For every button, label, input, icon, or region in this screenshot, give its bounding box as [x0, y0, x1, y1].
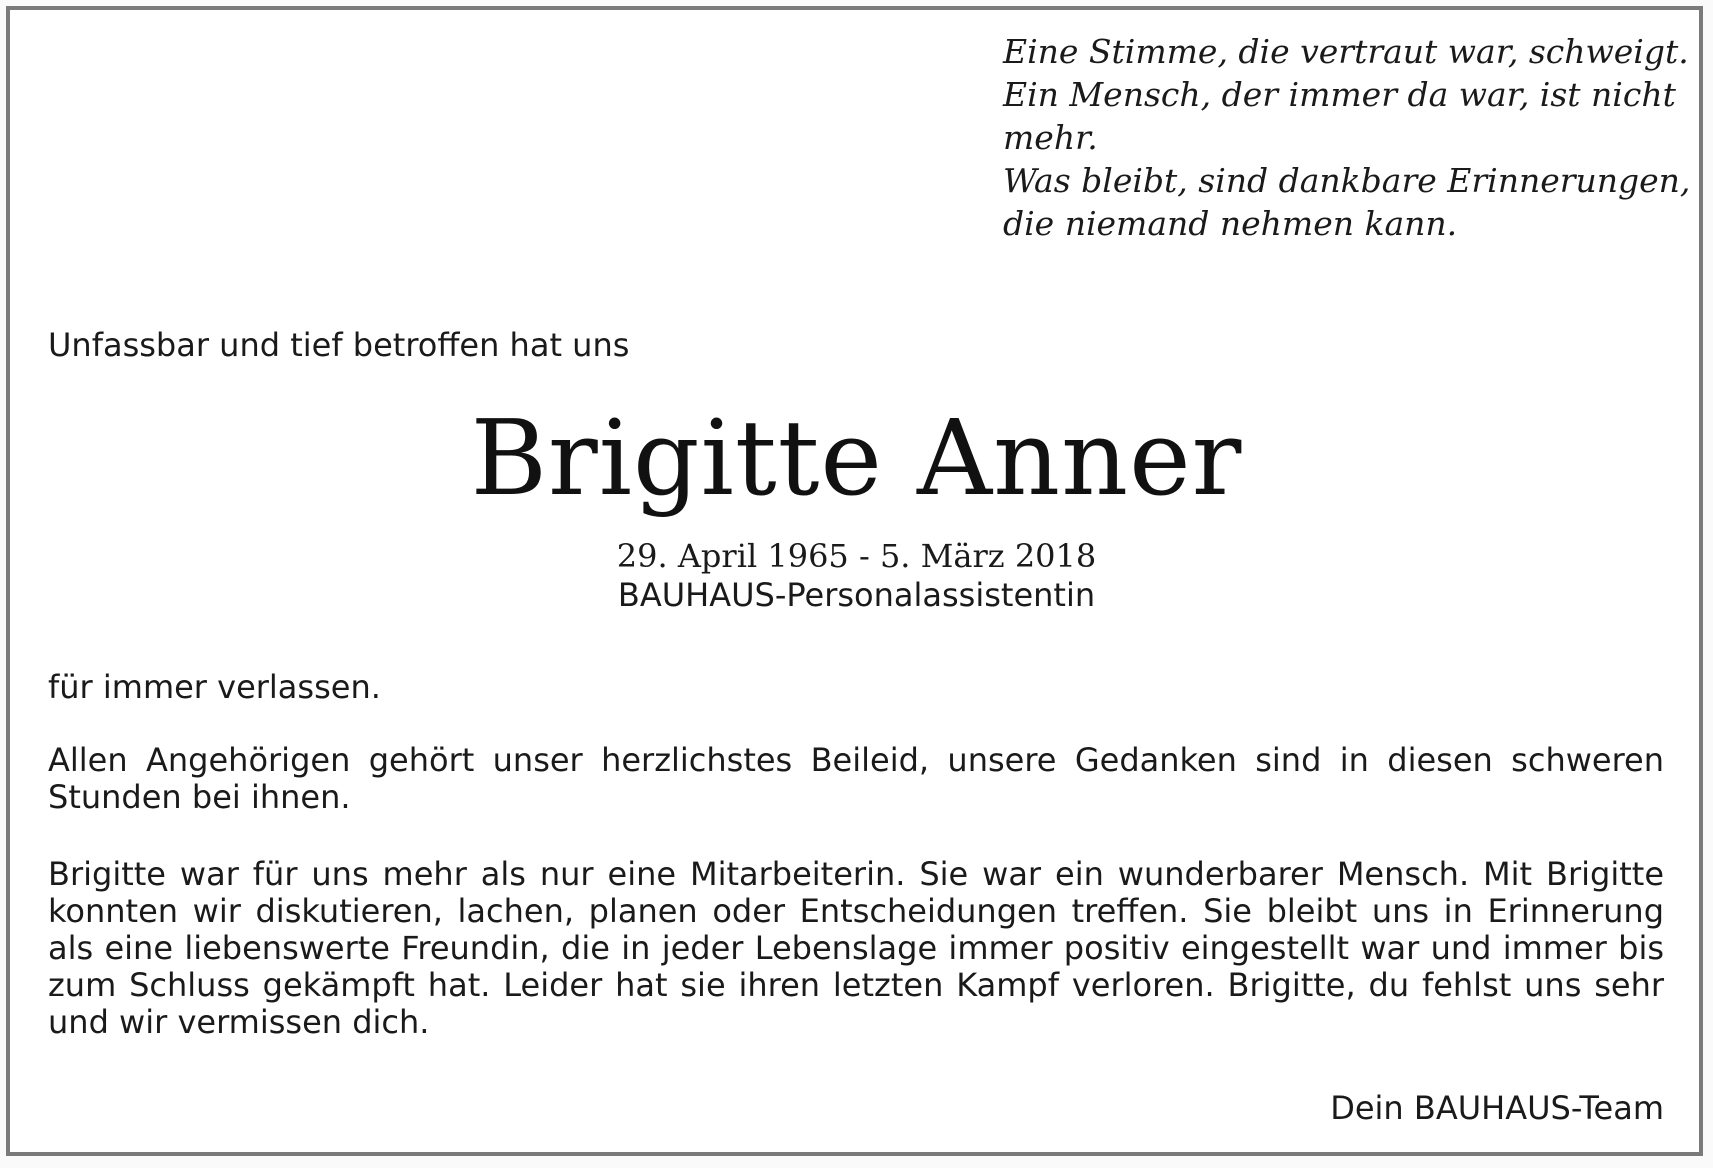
poem-line: Eine Stimme, die vertraut war, schweigt. — [1003, 32, 1689, 71]
tribute-paragraph: Brigitte war für uns mehr als nur eine Mitarbeiterin. Sie war ein wunderbarer Mensch. Mit Brigitte konnten wir diskutieren, lachen, planen oder Entscheidungen treffen. Sie bleibt uns in Erinnerung als eine liebenswerte Freundin, die in jeder Lebenslage immer positiv eingestellt war und immer bis zum Schluss gekämpft hat. Leider hat sie ihren letzten Kampf verloren. Brigitte, du fehlst uns sehr und wir vermissen dich. — [48, 855, 1664, 1041]
job-title: BAUHAUS-Personalassistentin — [617, 576, 1096, 614]
poem-line: mehr. — [1003, 118, 1098, 157]
poem-line: Was bleibt, sind dankbare Erinnerungen, — [1003, 161, 1691, 200]
life-dates: 29. April 1965 - 5. März 2018 — [616, 537, 1097, 575]
condolence-paragraph: Allen Angehörigen gehört unser herzlichstes Beileid, unsere Gedanken sind in diesen schweren Stunden bei ihnen. — [48, 741, 1664, 816]
intro-text: Unfassbar und tief betroffen hat uns — [48, 326, 630, 364]
deceased-name: Brigitte Anner — [470, 397, 1243, 519]
closing-line: für immer verlassen. — [48, 668, 381, 706]
signature: Dein BAUHAUS-Team — [1330, 1089, 1664, 1127]
poem — [1003, 30, 1691, 245]
poem-line: Ein Mensch, der immer da war, ist nicht — [1003, 75, 1676, 114]
poem-line: die niemand nehmen kann. — [1003, 204, 1458, 243]
